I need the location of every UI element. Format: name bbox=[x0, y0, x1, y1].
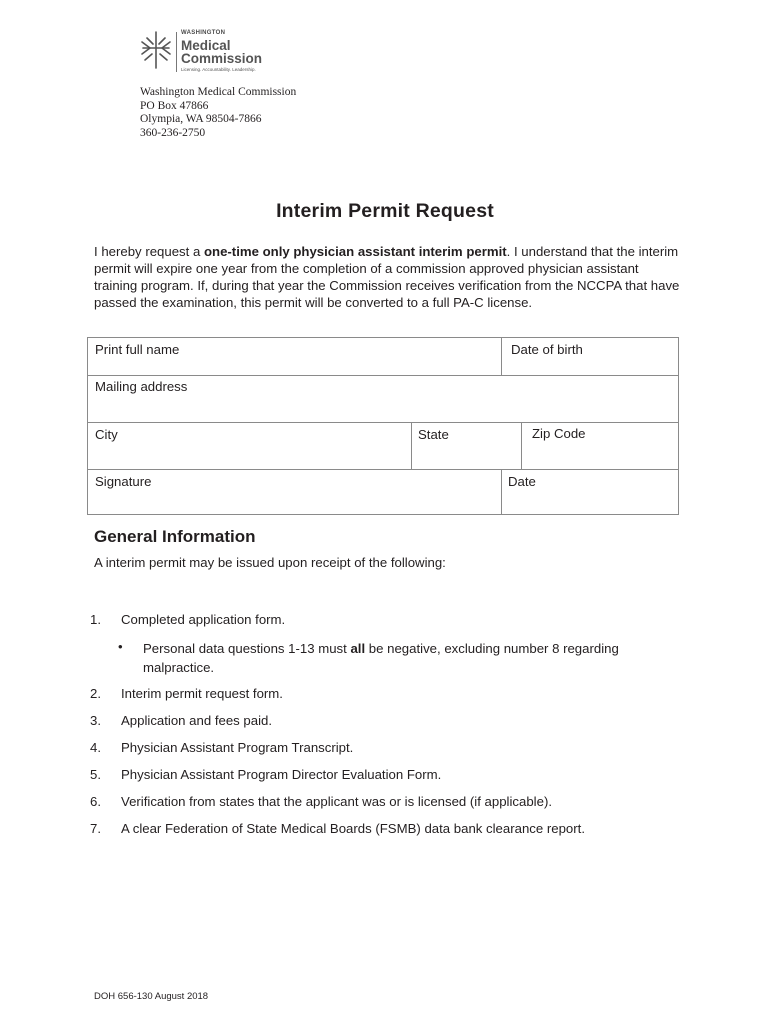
signature-field[interactable] bbox=[88, 469, 501, 515]
logo-name-line1: Medical bbox=[181, 38, 231, 53]
item-number: 6. bbox=[90, 794, 101, 809]
item-text: Application and fees paid. bbox=[121, 713, 273, 728]
item-number: 1. bbox=[90, 612, 101, 627]
mailing-address-label: Mailing address bbox=[95, 379, 188, 394]
address-phone: 360-236-2750 bbox=[140, 126, 206, 139]
date-label: Date bbox=[508, 474, 536, 489]
bullet-suffix: be negative, excluding number 8 regarding malpractice. bbox=[143, 641, 619, 675]
item-number: 5. bbox=[90, 767, 101, 782]
address-po-box: PO Box 47866 bbox=[140, 99, 209, 112]
general-information-heading: General Information bbox=[94, 527, 256, 546]
address-org: Washington Medical Commission bbox=[140, 86, 297, 98]
commission-logo bbox=[139, 30, 269, 74]
state-label: State bbox=[418, 427, 449, 442]
bullet-bold: all bbox=[350, 641, 366, 656]
mailing-address-block bbox=[140, 86, 296, 140]
address-city-state-zip: Olympia, WA 98504-7866 bbox=[140, 113, 262, 125]
print-full-name-field[interactable] bbox=[88, 338, 501, 375]
item-number: 4. bbox=[90, 740, 101, 755]
caduceus-icon bbox=[139, 30, 173, 70]
item-text: Physician Assistant Program Director Evaluation Form. bbox=[121, 767, 442, 782]
item-text: Completed application form. bbox=[121, 612, 286, 627]
intro-prefix: I hereby request a bbox=[94, 244, 204, 259]
item-number: 3. bbox=[90, 713, 101, 728]
form-number-footer: DOH 656-130 August 2018 bbox=[94, 991, 209, 1002]
intro-suffix: . I understand that the interim permit will expire one year from the completion of a commission approved physician assistant training program. If, during that year the Commission receives verification from the NCCPA that have passed the examination, this permit will be converted to a full PA-C license. bbox=[94, 244, 680, 310]
city-field[interactable] bbox=[88, 422, 411, 469]
item-text: Physician Assistant Program Transcript. bbox=[121, 740, 354, 755]
signature-label: Signature bbox=[95, 474, 152, 489]
item-text: A clear Federation of State Medical Boards (FSMB) data bank clearance report. bbox=[121, 821, 585, 836]
logo-name-line2: Commission bbox=[181, 51, 263, 66]
zip-code-label: Zip Code bbox=[532, 426, 586, 441]
intro-paragraph bbox=[94, 243, 684, 311]
print-full-name-label: Print full name bbox=[95, 342, 180, 357]
date-of-birth-label: Date of birth bbox=[511, 342, 583, 357]
intro-bold: one-time only physician assistant interim permit bbox=[203, 244, 507, 259]
page-title: Interim Permit Request bbox=[276, 200, 494, 222]
bullet-prefix: Personal data questions 1-13 must bbox=[143, 641, 351, 656]
logo-divider bbox=[176, 32, 177, 72]
date-field[interactable] bbox=[501, 469, 679, 515]
bullet-text bbox=[143, 639, 663, 677]
item-number: 2. bbox=[90, 686, 101, 701]
item-number: 7. bbox=[90, 821, 101, 836]
date-of-birth-field[interactable] bbox=[503, 338, 679, 375]
col-divider bbox=[501, 338, 502, 375]
item-text: Verification from states that the applicant was or is licensed (if applicable). bbox=[121, 794, 553, 809]
general-information-subtitle: A interim permit may be issued upon receipt of the following: bbox=[94, 555, 446, 570]
city-label: City bbox=[95, 427, 118, 442]
item-text: Interim permit request form. bbox=[121, 686, 283, 701]
logo-tagline: Licensing. Accountability. Leadership. bbox=[181, 67, 256, 72]
zip-code-field[interactable] bbox=[521, 422, 679, 469]
logo-state: WASHINGTON bbox=[181, 30, 226, 36]
applicant-form-table bbox=[87, 337, 679, 515]
state-field[interactable] bbox=[411, 422, 521, 469]
bullet-dot: • bbox=[118, 639, 123, 654]
mailing-address-field[interactable] bbox=[88, 375, 678, 422]
